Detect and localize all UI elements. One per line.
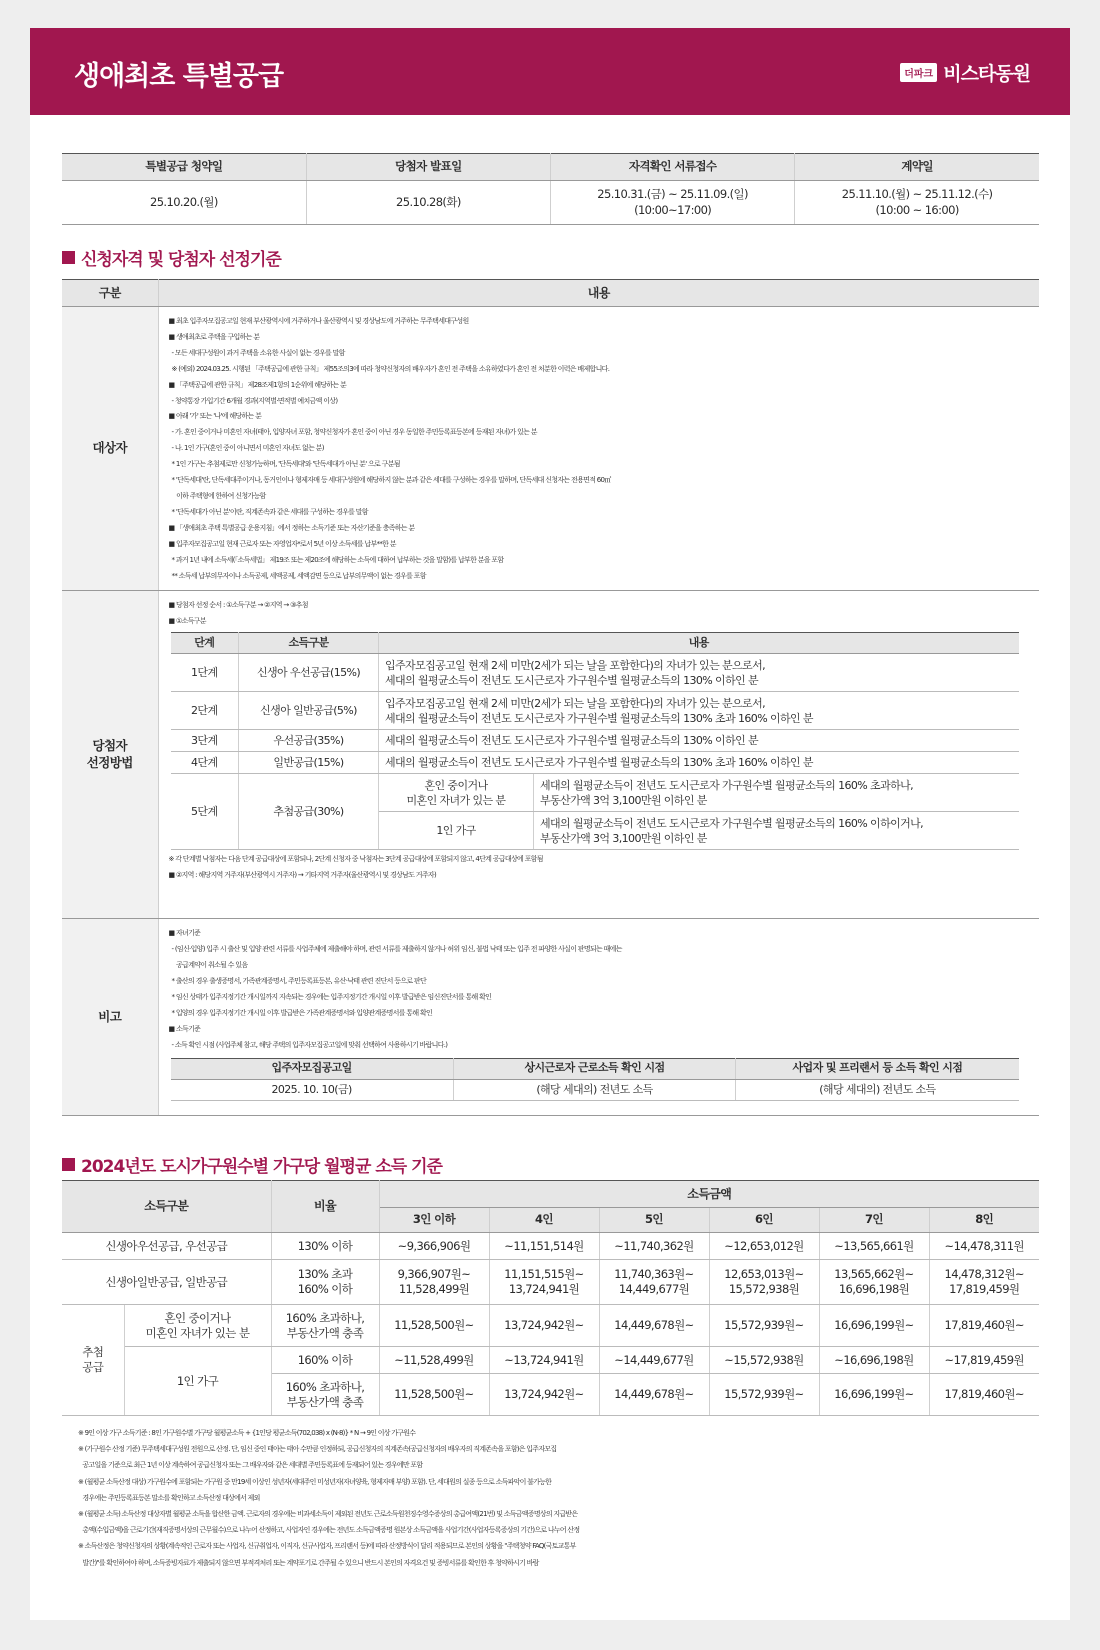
household-size: 8인	[929, 1208, 1039, 1233]
income-header-type: 소득구분	[62, 1181, 271, 1233]
desc-line: 부동산가액 3억 3,100만원 이하인 분	[540, 793, 707, 807]
value-line: 12,653,013원~	[724, 1267, 804, 1281]
page-title: 생애최초 특별공급	[74, 61, 284, 92]
income-value: 17,819,460원~	[929, 1305, 1039, 1347]
col-header: 내용	[158, 280, 1039, 307]
tier-desc	[534, 812, 1019, 850]
lottery-label-line: 공급	[82, 1360, 104, 1374]
income-time-value: (해당 세대의) 전년도 소득	[736, 1079, 1019, 1100]
brand-name: 비스타동원	[943, 63, 1030, 85]
income-type: 신생아우선공급, 우선공급	[62, 1233, 271, 1260]
income-value: 15,572,939원~	[709, 1305, 819, 1347]
tier-desc	[379, 692, 1019, 730]
schedule-value: 25.10.31.(금) ~ 25.11.09.(일)	[597, 186, 748, 201]
text-line: - 청약통장 가입기간 6개월 경과(지역별·면적별 예치금액 이상)	[168, 396, 338, 405]
tier-type: 신생아 일반공급(5%)	[239, 692, 379, 730]
household-size: 4인	[489, 1208, 599, 1233]
schedule-value: (10:00 ~ 16:00)	[875, 202, 959, 217]
ratio-line: 160% 초과하나,	[285, 1310, 365, 1325]
text-line: * 임신 상태가 입주지정기간 개시일까지 지속되는 경우에는 입주지정기간 개시일 이후 발급받은 임신진단서를 통해 확인	[168, 993, 492, 1002]
remarks-content	[158, 919, 1039, 1116]
income-time-header: 사업자 및 프리랜서 등 소득 확인 시점	[736, 1058, 1019, 1079]
tier-type: 신생아 우선공급(15%)	[239, 654, 379, 692]
text-line: ■ 「생애최초 주택 특별공급 운용지침」에서 정하는 소득기준 또는 자산기준을 충족하는 분	[168, 523, 415, 532]
tier-header: 내용	[379, 633, 1019, 654]
ratio-line: 160% 이하	[297, 1282, 353, 1296]
value-line: 15,572,938원	[728, 1282, 800, 1296]
sub-label-line: 혼인 중이거나	[424, 778, 488, 792]
tier-sub-label: 1인 가구	[379, 812, 534, 850]
text-line: - 모든 세대구성원이 과거 주택을 소유한 사실이 없는 경우를 말함	[168, 348, 345, 357]
income-value	[819, 1260, 929, 1305]
income-value: 14,449,678원~	[599, 1305, 709, 1347]
tier-type: 우선공급(35%)	[239, 730, 379, 752]
tier-desc	[534, 774, 1019, 812]
text-line: * 출산의 경우 출생증명서, 가족관계증명서, 주민등록표등본, 유산·낙태 관련 진단서 등으로 판단	[168, 977, 427, 986]
square-bullet-icon	[62, 251, 75, 264]
ratio-line: 160% 초과하나,	[285, 1379, 365, 1394]
schedule-cell	[551, 181, 795, 225]
text-line: ■ 자녀기준	[168, 929, 201, 938]
text-line: ※ (예외) 2024.03.25. 시행된 「주택공급에 관한 규칙」 제55조의3에 따라 청약신청자의 배우자가 혼인 전 주택을 소유하였다가 혼인 전 처분한 이력은 배제합니다.	[168, 364, 610, 373]
schedule-table	[62, 153, 1039, 225]
income-header-amount: 소득금액	[379, 1181, 1039, 1208]
income-table	[62, 1180, 1039, 1416]
tier-type: 일반공급(15%)	[239, 752, 379, 774]
selection-content	[158, 591, 1039, 919]
tier-desc: 세대의 월평균소득이 전년도 도시근로자 가구원수별 월평균소득의 130% 이하인 분	[379, 730, 1019, 752]
income-time-header: 입주자모집공고일	[171, 1058, 454, 1079]
ratio-line: 부동산가액 충족	[286, 1325, 364, 1340]
income-value: ~14,449,677원	[599, 1347, 709, 1374]
footnotes	[78, 1425, 1038, 1571]
text-line: * '단독세대가 아닌 분'이란, 직계존속과 같은 세대를 구성하는 경우를 말함	[168, 507, 368, 516]
income-value	[379, 1260, 489, 1305]
row-label-target: 대상자	[62, 307, 158, 591]
lottery-label-line: 추첨	[82, 1345, 104, 1359]
brand-tag: 더파크	[900, 63, 937, 82]
income-value: 13,724,942원~	[489, 1374, 599, 1416]
text-line: - 소득 확인 시점 (사업주체 참고, 해당 주택의 입주자모집공고일에 맞춰 선택하여 사용하시기 바랍니다.)	[168, 1040, 448, 1049]
tier-step: 3단계	[171, 730, 239, 752]
footnote-line: ※ (가구원수 산정 기준) 무주택세대구성원 전원으로 산정. 단, 임신 중인 태아는 태아 수만큼 인정하되, 공급신청자의 직계존속(공급신청자의 배우자의 직계존속을 포함)은 입주자모집	[78, 1445, 557, 1454]
household-size: 7인	[819, 1208, 929, 1233]
square-bullet-icon	[62, 1158, 75, 1171]
household-size: 6인	[709, 1208, 819, 1233]
income-type: 신생아일반공급, 일반공급	[62, 1260, 271, 1305]
col-header: 구분	[62, 280, 158, 307]
tier-header: 소득구분	[239, 633, 379, 654]
income-value: ~11,151,514원	[489, 1233, 599, 1260]
tier-type: 추첨공급(30%)	[239, 774, 379, 850]
text-line: * 입양의 경우 입주지정기간 개시일 이후 발급받은 가족관계증명서와 입양관계증명서를 통해 확인	[168, 1008, 433, 1017]
text-line: ■ 생애최초로 주택을 구입하는 분	[168, 332, 260, 341]
schedule-header: 자격확인 서류접수	[551, 154, 795, 181]
schedule-value: 25.10.28(화)	[396, 194, 461, 209]
lottery-sub-label: 1인 가구	[124, 1347, 271, 1416]
desc-line: 입주자모집공고일 현재 2세 미만(2세가 되는 날을 포함한다)의 자녀가 있는 분으로서,	[385, 658, 766, 672]
income-ratio: 160% 이하	[271, 1347, 379, 1374]
tier-sub-label	[379, 774, 534, 812]
tier-step: 2단계	[171, 692, 239, 730]
text-line: 이하 주택형에 한하여 신청가능함	[168, 491, 266, 500]
income-value: 14,449,678원~	[599, 1374, 709, 1416]
text-line: ** 소득세 납부의무자이나 소득공제, 세액공제, 세액감면 등으로 납부의무액이 없는 경우를 포함	[168, 571, 426, 580]
schedule-value: (10:00~17:00)	[634, 202, 712, 217]
income-value: 16,696,199원~	[819, 1305, 929, 1347]
income-value: ~13,565,661원	[819, 1233, 929, 1260]
income-value	[929, 1260, 1039, 1305]
value-line: 16,696,198원	[838, 1282, 910, 1296]
income-value: 13,724,942원~	[489, 1305, 599, 1347]
tier-step: 4단계	[171, 752, 239, 774]
income-time-header: 상시근로자 근로소득 확인 시점	[453, 1058, 736, 1079]
income-ratio: 130% 이하	[271, 1233, 379, 1260]
ratio-line: 부동산가액 충족	[286, 1394, 364, 1409]
value-line: 11,151,515원~	[504, 1267, 584, 1281]
income-value: ~12,653,012원	[709, 1233, 819, 1260]
tier-header: 단계	[171, 633, 239, 654]
schedule-value: 25.11.10.(월) ~ 25.11.12.(수)	[841, 186, 993, 201]
income-value: ~9,366,906원	[379, 1233, 489, 1260]
brand-logo	[900, 59, 1030, 86]
footnote-line: ※ 소득산정은 청약신청자의 상황(계속적인 근로자 또는 사업자, 신규취업자, 이직자, 신규사업자, 프리랜서 등)에 따라 산정방식이 달리 적용되므로 본인의 상황을 "주택청약 FAQ(국토교통부	[78, 1542, 576, 1551]
text-line: ※ 각 단계별 낙첨자는 다음 단계 공급대상에 포함되나, 2단계 신청자 중 낙첨자는 3단계 공급대상에 포함되지 않고, 4단계 공급대상에 포함됨	[168, 855, 543, 864]
row-label-remarks: 비고	[62, 919, 158, 1116]
value-line: 14,478,312원~	[944, 1267, 1024, 1281]
desc-line: 입주자모집공고일 현재 2세 미만(2세가 되는 날을 포함한다)의 자녀가 있는 분으로서,	[385, 696, 766, 710]
row-label-line: 선정방법	[86, 754, 133, 770]
footnote-line: 발간)"를 확인하여야 하며, 소득증빙자료가 제출되지 않으면 부적격처리 또는 계약포기로 간주될 수 있으니 반드시 본인의 자격요건 및 증빙서류를 확인한 후 청약하시기 바람	[78, 1558, 539, 1567]
tier-table	[171, 632, 1019, 850]
sub-label-line: 혼인 중이거나	[164, 1310, 231, 1325]
value-line: 11,740,363원~	[614, 1267, 694, 1281]
text-line: ■ 당첨자 선정 순서 : ①소득구분 → ②지역 → ③추첨	[168, 601, 308, 610]
footnote-line: 총액(수입금액)을 근로기간(재직증명서상의 근무월수)으로 나누어 산정하고, 사업자인 경우에는 전년도 소득금액증명 원본상 소득금액을 사업기간(사업자등록증상의 기간)으로 나누어 산정	[78, 1526, 580, 1535]
text-line: * 1인 가구는 추첨제로만 신청가능하며, '단독세대'와 '단독세대가 아닌 분' 으로 구분됨	[168, 460, 400, 469]
footnote-line: ※ 9인 이상 가구 소득기준 : 8인 가구원수별 가구당 월평균소득 + {1인당 평균소득(702,038) x (N-8)} * N → 9인 이상 가구원수	[78, 1429, 416, 1437]
value-line: 14,449,677원	[618, 1282, 690, 1296]
income-value	[709, 1260, 819, 1305]
income-value: ~17,819,459원	[929, 1347, 1039, 1374]
text-line: ■ 입주자모집공고일 현재 근로자 또는 자영업자*로서 5년 이상 소득세를 납부**한 분	[168, 539, 396, 548]
text-line: ■ 소득기준	[168, 1024, 201, 1033]
income-value	[489, 1260, 599, 1305]
text-line: ■ ②지역 : 해당지역 거주자(부산광역시 거주자) → 기타지역 거주자(울산광역시 및 경상남도 거주자)	[168, 871, 437, 880]
footnote-line: ※ (월평균 소득산정 대상) 가구원수에 포함되는 가구원 중 만19세 이상인 성년자(세대주인 미성년자(자녀양육, 형제자매 부양) 포함). 단, 세대원의 실종 등으로 소득파악이 불가능한	[78, 1477, 552, 1486]
schedule-cell	[62, 181, 306, 225]
income-value: 17,819,460원~	[929, 1374, 1039, 1416]
income-header-ratio: 비율	[271, 1181, 379, 1233]
tier-desc: 세대의 월평균소득이 전년도 도시근로자 가구원수별 월평균소득의 130% 초과 160% 이하인 분	[379, 752, 1019, 774]
income-time-table	[171, 1058, 1019, 1101]
desc-line: 세대의 월평균소득이 전년도 도시근로자 가구원수별 월평균소득의 160% 이하이거나,	[540, 816, 924, 830]
desc-line: 부동산가액 3억 3,100만원 이하인 분	[540, 831, 707, 845]
schedule-cell	[795, 181, 1039, 225]
income-value: 16,696,199원~	[819, 1374, 929, 1416]
income-value: 11,528,500원~	[379, 1305, 489, 1347]
income-ratio	[271, 1374, 379, 1416]
household-size: 5인	[599, 1208, 709, 1233]
section-heading	[62, 1152, 442, 1177]
income-value: 15,572,939원~	[709, 1374, 819, 1416]
text-line: - 나. 1인 가구(혼인 중이 아니면서 미혼인 자녀도 없는 분)	[168, 444, 324, 453]
footnote-line: 공고일을 기준으로 최근 1년 이상 계속하여 공급신청자 또는 그 배우자와 같은 세대별 주민등록표에 등재되어 있는 경우에만 포함	[78, 1461, 423, 1470]
footnote-line: ※ (월평균 소득) 소득산정 대상자별 월평균 소득을 합산한 금액. 근로자의 경우에는 비과세소득이 제외된 전년도 근로소득원천징수영수증상의 총급여액(21번) 및 소득금액증명상의 지급받은	[78, 1510, 578, 1519]
income-value: 11,528,500원~	[379, 1374, 489, 1416]
value-line: 11,528,499원	[398, 1282, 470, 1296]
income-time-value: (해당 세대의) 전년도 소득	[453, 1079, 736, 1100]
text-line: ■ 「주택공급에 관한 규칙」 제28조제1항의 1순위에 해당하는 분	[168, 380, 347, 389]
desc-line: 세대의 월평균소득이 전년도 도시근로자 가구원수별 월평균소득의 160% 초과하나,	[540, 778, 914, 792]
text-line: ■ 최초 입주자모집공고일 현재 부산광역시에 거주하거나 울산광역시 및 경상남도에 거주하는 무주택세대구성원	[168, 317, 469, 325]
footnote-line: 경우에는 주민등록표등본 말소를 확인하고 소득산정 대상에서 제외	[78, 1493, 260, 1502]
section-heading	[62, 245, 281, 270]
section-title: 신청자격 및 당첨자 선정기준	[81, 250, 281, 270]
sub-label-line: 미혼인 자녀가 있는 분	[145, 1325, 250, 1340]
schedule-cell	[306, 181, 550, 225]
income-ratio	[271, 1260, 379, 1305]
income-value: ~11,740,362원	[599, 1233, 709, 1260]
household-size: 3인 이하	[379, 1208, 489, 1233]
schedule-header: 계약일	[795, 154, 1039, 181]
value-line: 13,724,941원	[508, 1282, 580, 1296]
section-title: 2024년도 도시가구원수별 가구당 월평균 소득 기준	[81, 1157, 442, 1177]
value-line: 9,366,907원~	[397, 1267, 471, 1281]
text-line: ■ 아래 '가' 또는 '나'에 해당하는 분	[168, 412, 262, 421]
target-content	[158, 307, 1039, 591]
schedule-header: 당첨자 발표일	[306, 154, 550, 181]
tier-step: 1단계	[171, 654, 239, 692]
tier-desc	[379, 654, 1019, 692]
value-line: 13,565,662원~	[834, 1267, 914, 1281]
lottery-label	[62, 1305, 124, 1416]
text-line: ■ ①소득구분	[168, 617, 206, 626]
title-banner	[30, 28, 1070, 115]
desc-line: 세대의 월평균소득이 전년도 도시근로자 가구원수별 월평균소득의 130% 이하인 분	[385, 673, 759, 687]
row-label-selection	[62, 591, 158, 919]
text-line: - (임신·입양) 입주 시 출산 및 입양 관련 서류를 사업주체에 제출해야 하며, 관련 서류를 제출하지 않거나 허위 임신, 불법 낙태 또는 입주 전 파양한 사실이 판명되는 때에는	[168, 945, 622, 954]
income-value: ~11,528,499원	[379, 1347, 489, 1374]
income-value: ~14,478,311원	[929, 1233, 1039, 1260]
income-value: ~13,724,941원	[489, 1347, 599, 1374]
schedule-header: 특별공급 청약일	[62, 154, 306, 181]
value-line: 17,819,459원	[949, 1282, 1020, 1296]
income-time-value: 2025. 10. 10(금)	[171, 1079, 454, 1100]
text-line: * 과거 1년 내에 소득세(「소득세법」 제19조 또는 제20조에 해당하는 소득에 대하여 납부하는 것을 말함)를 납부한 분을 포함	[168, 555, 504, 564]
desc-line: 세대의 월평균소득이 전년도 도시근로자 가구원수별 월평균소득의 130% 초과 160% 이하인 분	[385, 711, 813, 725]
schedule-value: 25.10.20.(월)	[150, 194, 218, 209]
income-ratio	[271, 1305, 379, 1347]
sub-label-line: 미혼인 자녀가 있는 분	[406, 793, 506, 807]
income-value: ~16,696,198원	[819, 1347, 929, 1374]
text-line: 공급계약이 취소될 수 있음	[168, 961, 248, 970]
lottery-sub-label	[124, 1305, 271, 1347]
row-label-line: 당첨자	[92, 738, 127, 754]
income-value	[599, 1260, 709, 1305]
income-value: ~15,572,938원	[709, 1347, 819, 1374]
tier-step: 5단계	[171, 774, 239, 850]
qualification-table	[62, 279, 1039, 1116]
text-line: - 가. 혼인 중이거나 미혼인 자녀(태아, 입양자녀 포함, 청약신청자가 혼인 중이 아닌 경우 동일한 주민등록표등본에 등재된 자녀)가 있는 분	[168, 428, 537, 437]
ratio-line: 130% 초과	[297, 1267, 353, 1281]
text-line: * '단독세대'란, 단독세대주이거나, 동거인이나 형제자매 등 세대구성원에 해당하지 않는 분과 같은 세대를 구성하는 경우를 말하며, 단독세대 신청자는 전용면적 60㎡	[168, 476, 611, 485]
